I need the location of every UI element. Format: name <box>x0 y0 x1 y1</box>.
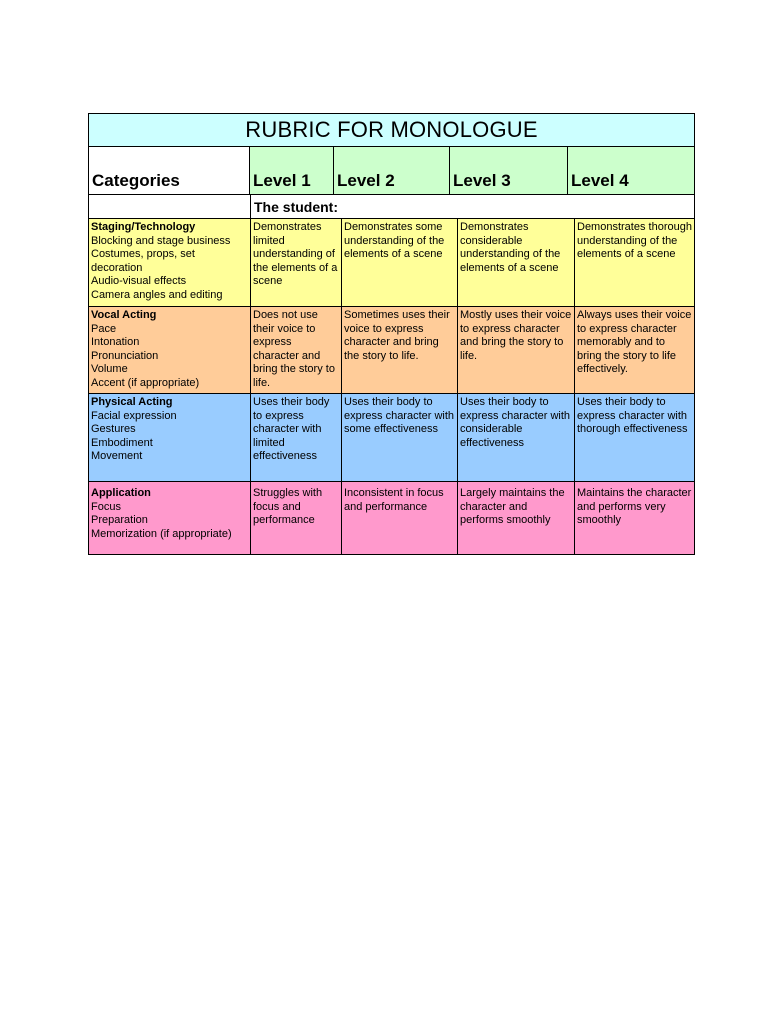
level-3-cell: Mostly uses their voice to express character and bring the story to life. <box>457 307 574 393</box>
category-item: Camera angles and editing <box>91 288 223 301</box>
header-level-1: Level 1 <box>250 147 333 194</box>
level-1-cell: Struggles with focus and performance <box>250 482 341 554</box>
category-item: Preparation <box>91 514 148 526</box>
student-row <box>89 195 694 219</box>
category-item: Costumes, props, set decoration <box>91 248 195 274</box>
category-item: Volume <box>91 363 128 375</box>
header-level-4: Level 4 <box>567 147 694 194</box>
header-row <box>89 147 694 195</box>
level-3-cell: Largely maintains the character and performs smoothly <box>457 482 574 554</box>
category-cell <box>89 394 250 481</box>
category-title: Application <box>91 487 151 499</box>
category-item: Focus <box>91 500 121 513</box>
category-item: Blocking and stage business <box>91 234 231 247</box>
student-row-blank <box>89 195 251 218</box>
level-2-cell: Demonstrates some understanding of the elements of a scene <box>341 219 457 306</box>
rubric-row-staging <box>89 219 694 307</box>
category-cell <box>89 219 250 306</box>
header-categories: Categories <box>89 147 250 194</box>
level-1-cell: Does not use their voice to express character and bring the story to life. <box>250 307 341 393</box>
rubric-row-application <box>89 482 694 554</box>
level-2-cell: Inconsistent in focus and performance <box>341 482 457 554</box>
rubric-title: RUBRIC FOR MONOLOGUE <box>89 114 694 147</box>
category-item: Facial expression <box>91 409 177 422</box>
category-item: Gestures <box>91 423 136 435</box>
category-cell <box>89 482 250 554</box>
level-3-cell: Uses their body to express character with considerable effectiveness <box>457 394 574 481</box>
category-item: Pace <box>91 322 117 335</box>
category-item: Movement <box>91 450 143 462</box>
header-level-2: Level 2 <box>333 147 449 194</box>
level-2-cell: Sometimes uses their voice to express character and bring the story to life. <box>341 307 457 393</box>
category-title: Staging/Technology <box>91 221 196 233</box>
level-4-cell: Demonstrates thorough understanding of the elements of a scene <box>574 219 694 306</box>
category-title: Vocal Acting <box>91 309 157 321</box>
category-cell <box>89 307 250 393</box>
rubric-row-vocal <box>89 307 694 394</box>
student-label: The student: <box>254 199 338 215</box>
level-1-cell: Uses their body to express character with limited effectiveness <box>250 394 341 481</box>
level-3-cell: Demonstrates considerable understanding of the elements of a scene <box>457 219 574 306</box>
level-2-cell: Uses their body to express character with some effectiveness <box>341 394 457 481</box>
level-1-cell: Demonstrates limited understanding of the elements of a scene <box>250 219 341 306</box>
header-level-3: Level 3 <box>449 147 567 194</box>
rubric-row-physical <box>89 394 694 482</box>
category-item: Memorization (if appropriate) <box>91 527 232 540</box>
level-4-cell: Uses their body to express character with thorough effectiveness <box>574 394 694 481</box>
category-item: Accent (if appropriate) <box>91 376 200 389</box>
level-4-cell: Maintains the character and performs very smoothly <box>574 482 694 554</box>
rubric-table <box>88 113 695 555</box>
category-title: Physical Acting <box>91 396 173 408</box>
category-item: Pronunciation <box>91 349 159 362</box>
category-item: Intonation <box>91 336 140 348</box>
level-4-cell: Always uses their voice to express character memorably and to bring the story to life effectively. <box>574 307 694 393</box>
category-item: Embodiment <box>91 436 153 449</box>
category-item: Audio-visual effects <box>91 275 187 287</box>
